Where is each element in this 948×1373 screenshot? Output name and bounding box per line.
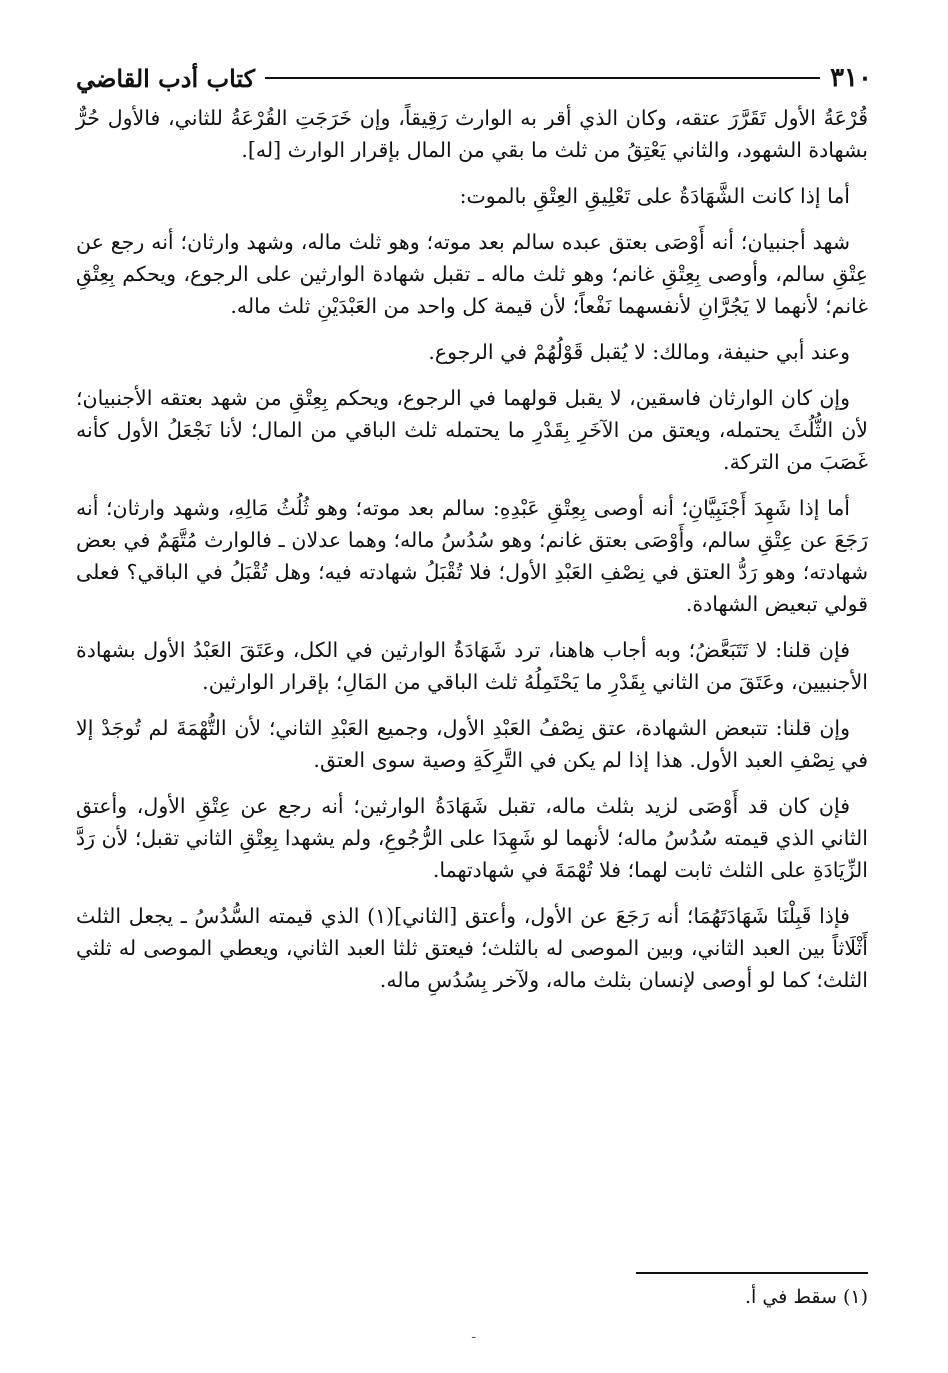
body-text	[76, 102, 868, 1010]
header-rule	[265, 77, 820, 79]
footnote: (١) سقط في أ.	[745, 1286, 868, 1308]
paragraph: أما إذا كانت الشَّهَادَةُ على تَعْلِيقِ العِتْقِ بالموت:	[459, 184, 850, 208]
paragraph: فإذا قَبِلْنَا شَهَادَتَهُمَا؛ أنه رَجَعَ عن الأول، وأعتق [الثاني](١) الذي قيمته السُّدُسُ ـ يجعل الثلث أَثْلَاثاً بين العبد الثاني، وبين الموصى له بالثلث؛ فيعتق ثلثا العبد الثاني، ويعطي الموصى له ثلثي الثلث؛ كما لو أوصى لإنسان بثلث ماله، ولآخر بِسُدُسِ ماله.	[76, 904, 868, 992]
page-header	[76, 58, 872, 98]
paragraph: أما إذا شَهِدَ أَجْنَبِيَّانِ؛ أنه أوصى بِعِتْقِ عَبْدِهِ: سالم بعد موته؛ وهو ثُلُثُ مَالِهِ، وشهد وارثان؛ أنه رَجَعَ عن عِتْقِ سالم، وأَوْصَى بعتق غانم؛ وهو سُدُسُ ماله؛ وهما عدلان ـ فالوارث مُتَّهَمٌ في بعض شهادته؛ وهو رَدُّ العتق في نِصْفِ العَبْدِ الأول؛ فلا تُقْبَلُ شهادته فيه؛ وهل تُقْبَلُ في الباقي؟ فعلى قولي تبعيض الشهادة.	[76, 496, 868, 616]
paragraph: وعند أبي حنيفة، ومالك: لا يُقبل قَوْلُهُمْ في الرجوع.	[428, 340, 850, 364]
paragraph: وإن قلنا: تتبعض الشهادة، عتق نِصْفُ العَبْدِ الأول، وجميع العَبْدِ الثاني؛ لأن التُّهْمَةَ لم تُوجَدْ إلا في نِصْفِ العبد الأول. هذا إذا لم يكن في التَّرِكَةِ وصية سوى العتق.	[76, 716, 868, 772]
paragraph: فإن كان قد أَوْصَى لزيد بثلث ماله، تقبل شَهَادَةُ الوارثين؛ أنه رجع عن عِتْقِ الأول، وأعتق الثاني الذي قيمته سُدُسُ ماله؛ لأنهما لو شَهِدَا على الرُّجُوعِ، ولم يشهدا بِعِتْقِ الثاني تقبل؛ لأن رَدَّ الزِّيَادَةِ على الثلث ثابت لهما؛ فلا تُهْمَةَ في شهادتهما.	[76, 794, 868, 882]
book-title: كتاب أدب القاضي	[76, 63, 256, 93]
page-number: ٣١٠	[830, 63, 872, 93]
paragraph: وإن كان الوارثان فاسقين، لا يقبل قولهما في الرجوع، ويحكم بِعِتْقِ من شهد بعتقه الأجنبيان؛ لأن الثُّلُثَ يحتمله، ويعتق من الآخَرِ بِقَدْرِ ما يحتمله ثلث الباقي من المال؛ لأنا نَجْعَلُ الأول كأنه غَصَبَ من التركة.	[76, 386, 868, 474]
paragraph: شهد أجنبيان؛ أنه أَوْصَى بعتق عبده سالم بعد موته؛ وهو ثلث ماله، وشهد وارثان؛ أنه رجع عن عِتْقِ سالم، وأوصى بِعِتْقِ غانم؛ وهو ثلث ماله ـ تقبل شهادة الوارثين على الرجوع، ويحكم بِعِتْقِ غانم؛ لأنهما لا يَجُرَّانِ لأنفسهما نَفْعاً؛ لأن قيمة كل واحد من العَبْدَيْنِ ثلث ماله.	[76, 230, 868, 318]
page-mark: ـ	[472, 1327, 476, 1341]
paragraph: قُرْعَةُ الأول تَقَرَّرَ عتقه، وكان الذي أقر به الوارث رَقِيقاً، وإن خَرَجَتِ القُرْعَةُ للثاني، فالأول حُرٌّ بشهادة الشهود، والثاني يَعْتِقُ من ثلث ما بقي من المال بإقرار الوارث [له].	[76, 106, 868, 162]
paragraph: فإن قلنا: لا تَتَبَعَّضُ؛ وبه أجاب هاهنا، ترد شَهَادَةُ الوارثين في الكل، وعَتَقَ العَبْدُ الأول بشهادة الأجنبيين، وعَتَقَ من الثاني بِقَدْرِ ما يَحْتَمِلُهُ ثلث الباقي من المَالِ؛ بإقرار الوارثين.	[76, 638, 868, 694]
footnote-rule	[636, 1272, 868, 1274]
